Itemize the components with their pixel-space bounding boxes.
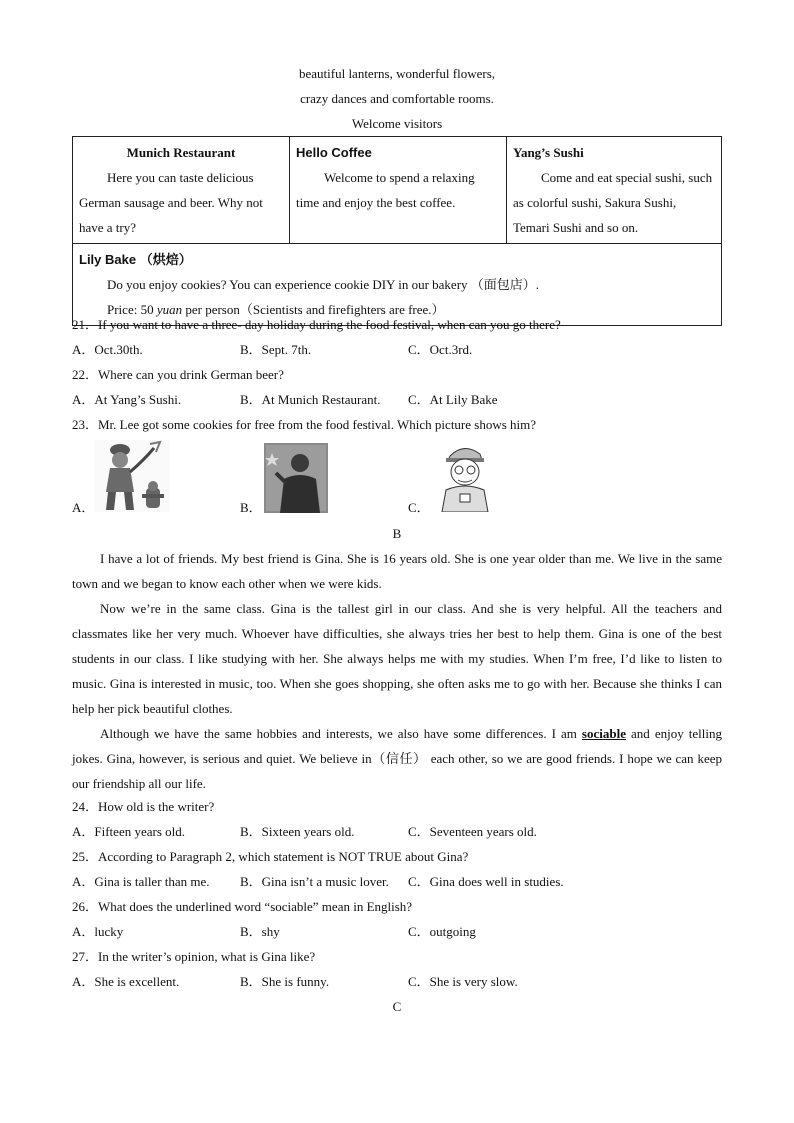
ad-munich-title: Munich Restaurant bbox=[126, 145, 236, 160]
intro-line-2: crazy dances and comfortable rooms. bbox=[300, 91, 494, 106]
q22-option-c[interactable]: C．At Lily Bake bbox=[408, 392, 498, 407]
section-c-heading: C bbox=[392, 999, 402, 1014]
q24-option-a[interactable]: A．Fifteen years old. bbox=[72, 824, 186, 839]
ad-munich-body: Here you can taste delicious German sausage and beer. Why not have a try? bbox=[79, 170, 263, 235]
passage bbox=[72, 546, 722, 796]
ad-sushi bbox=[507, 137, 722, 244]
price-unit: yuan bbox=[156, 302, 183, 317]
intro-line-3: Welcome visitors bbox=[351, 116, 443, 131]
ad-coffee bbox=[290, 137, 507, 244]
q23-option-a[interactable]: A． bbox=[72, 500, 95, 515]
ad-coffee-body: Welcome to spend a relaxing time and enjoy the best coffee. bbox=[296, 170, 475, 210]
q21-option-c[interactable]: C．Oct.3rd. bbox=[408, 342, 473, 357]
question-27: 27．In the writer’s opinion, what is Gina like? bbox=[72, 949, 316, 964]
q27-option-c[interactable]: C．She is very slow. bbox=[408, 974, 518, 989]
passage-paragraph-1: I have a lot of friends. My best friend is Gina. She is 16 years old. She is one year older than me. We live in the same town and we began to know each other when we were kids. bbox=[72, 551, 722, 591]
q22-option-a[interactable]: A．At Yang’s Sushi. bbox=[72, 392, 182, 407]
p3-end: and enjoy telling jokes. Gina, however, is serious and quiet. We believe in（信任） each other, so we are good friends. I hope we can keep our friendship all our life. bbox=[72, 726, 722, 791]
ad-lily-line1: Do you enjoy cookies? You can experience cookie DIY in our bakery （面包店）. bbox=[107, 277, 540, 292]
scientist-picture[interactable] bbox=[264, 443, 328, 513]
ads-table bbox=[72, 136, 722, 326]
q21-option-a[interactable]: A．Oct.30th. bbox=[72, 342, 143, 357]
question-21: 21．If you want to have a three- day holiday during the food festival, when can you go there? bbox=[72, 317, 561, 332]
price-prefix: Price: 50 bbox=[107, 302, 157, 317]
ad-lily bbox=[73, 244, 722, 326]
q26-option-b[interactable]: B．shy bbox=[240, 924, 280, 939]
section-b-heading: B bbox=[392, 526, 402, 541]
question-23: 23．Mr. Lee got some cookies for free from the food festival. Which picture shows him? bbox=[72, 417, 537, 432]
intro-line-1: beautiful lanterns, wonderful flowers, bbox=[298, 66, 496, 81]
q23-option-b[interactable]: B． bbox=[240, 500, 262, 515]
question-22: 22．Where can you drink German beer? bbox=[72, 367, 284, 382]
firefighter-picture[interactable] bbox=[94, 440, 170, 512]
question-24: 24．How old is the writer? bbox=[72, 799, 215, 814]
p3-start: Although we have the same hobbies and interests, we also have some differences. I am bbox=[100, 726, 582, 741]
passage-paragraph-2: Now we’re in the same class. Gina is the tallest girl in our class. And she is very helpful. All the teachers and classmates like her very much. Whoever have difficulties, she always tries her best to help them. Gina is one of the best students in our class. I like studying with her. She always helps me with my studies. When I’m free, I’d like to listen to music. Gina is interested in music, too. When she goes shopping, she often asks me to go with her. Because she thinks I can help her pick beautiful clothes. bbox=[72, 601, 722, 716]
q25-option-c[interactable]: C．Gina does well in studies. bbox=[408, 874, 564, 889]
passage-paragraph-3 bbox=[72, 721, 722, 796]
q25-option-a[interactable]: A．Gina is taller than me. bbox=[72, 874, 210, 889]
price-suffix: per person（Scientists and firefighters are free.） bbox=[182, 302, 445, 317]
q24-option-b[interactable]: B．Sixteen years old. bbox=[240, 824, 355, 839]
ad-sushi-title: Yang’s Sushi bbox=[513, 145, 584, 160]
q23-option-c[interactable]: C． bbox=[408, 500, 430, 515]
q24-option-c[interactable]: C．Seventeen years old. bbox=[408, 824, 537, 839]
worker-picture[interactable] bbox=[432, 442, 500, 512]
ad-lily-title: Lily Bake （烘焙） bbox=[79, 252, 192, 267]
q27-option-a[interactable]: A．She is excellent. bbox=[72, 974, 180, 989]
q26-option-c[interactable]: C．outgoing bbox=[408, 924, 476, 939]
q26-option-a[interactable]: A．lucky bbox=[72, 924, 124, 939]
underlined-word-sociable: sociable bbox=[581, 726, 626, 741]
q22-option-b[interactable]: B．At Munich Restaurant. bbox=[240, 392, 381, 407]
q25-option-b[interactable]: B．Gina isn’t a music lover. bbox=[240, 874, 389, 889]
ad-munich bbox=[73, 137, 290, 244]
q21-option-b[interactable]: B．Sept. 7th. bbox=[240, 342, 312, 357]
ad-sushi-body: Come and eat special sushi, such as colorful sushi, Sakura Sushi, Temari Sushi and so on. bbox=[513, 170, 713, 235]
question-26: 26．What does the underlined word “sociable” mean in English? bbox=[72, 899, 413, 914]
q27-option-b[interactable]: B．She is funny. bbox=[240, 974, 330, 989]
ad-coffee-title: Hello Coffee bbox=[296, 145, 372, 160]
question-25: 25．According to Paragraph 2, which statement is NOT TRUE about Gina? bbox=[72, 849, 469, 864]
